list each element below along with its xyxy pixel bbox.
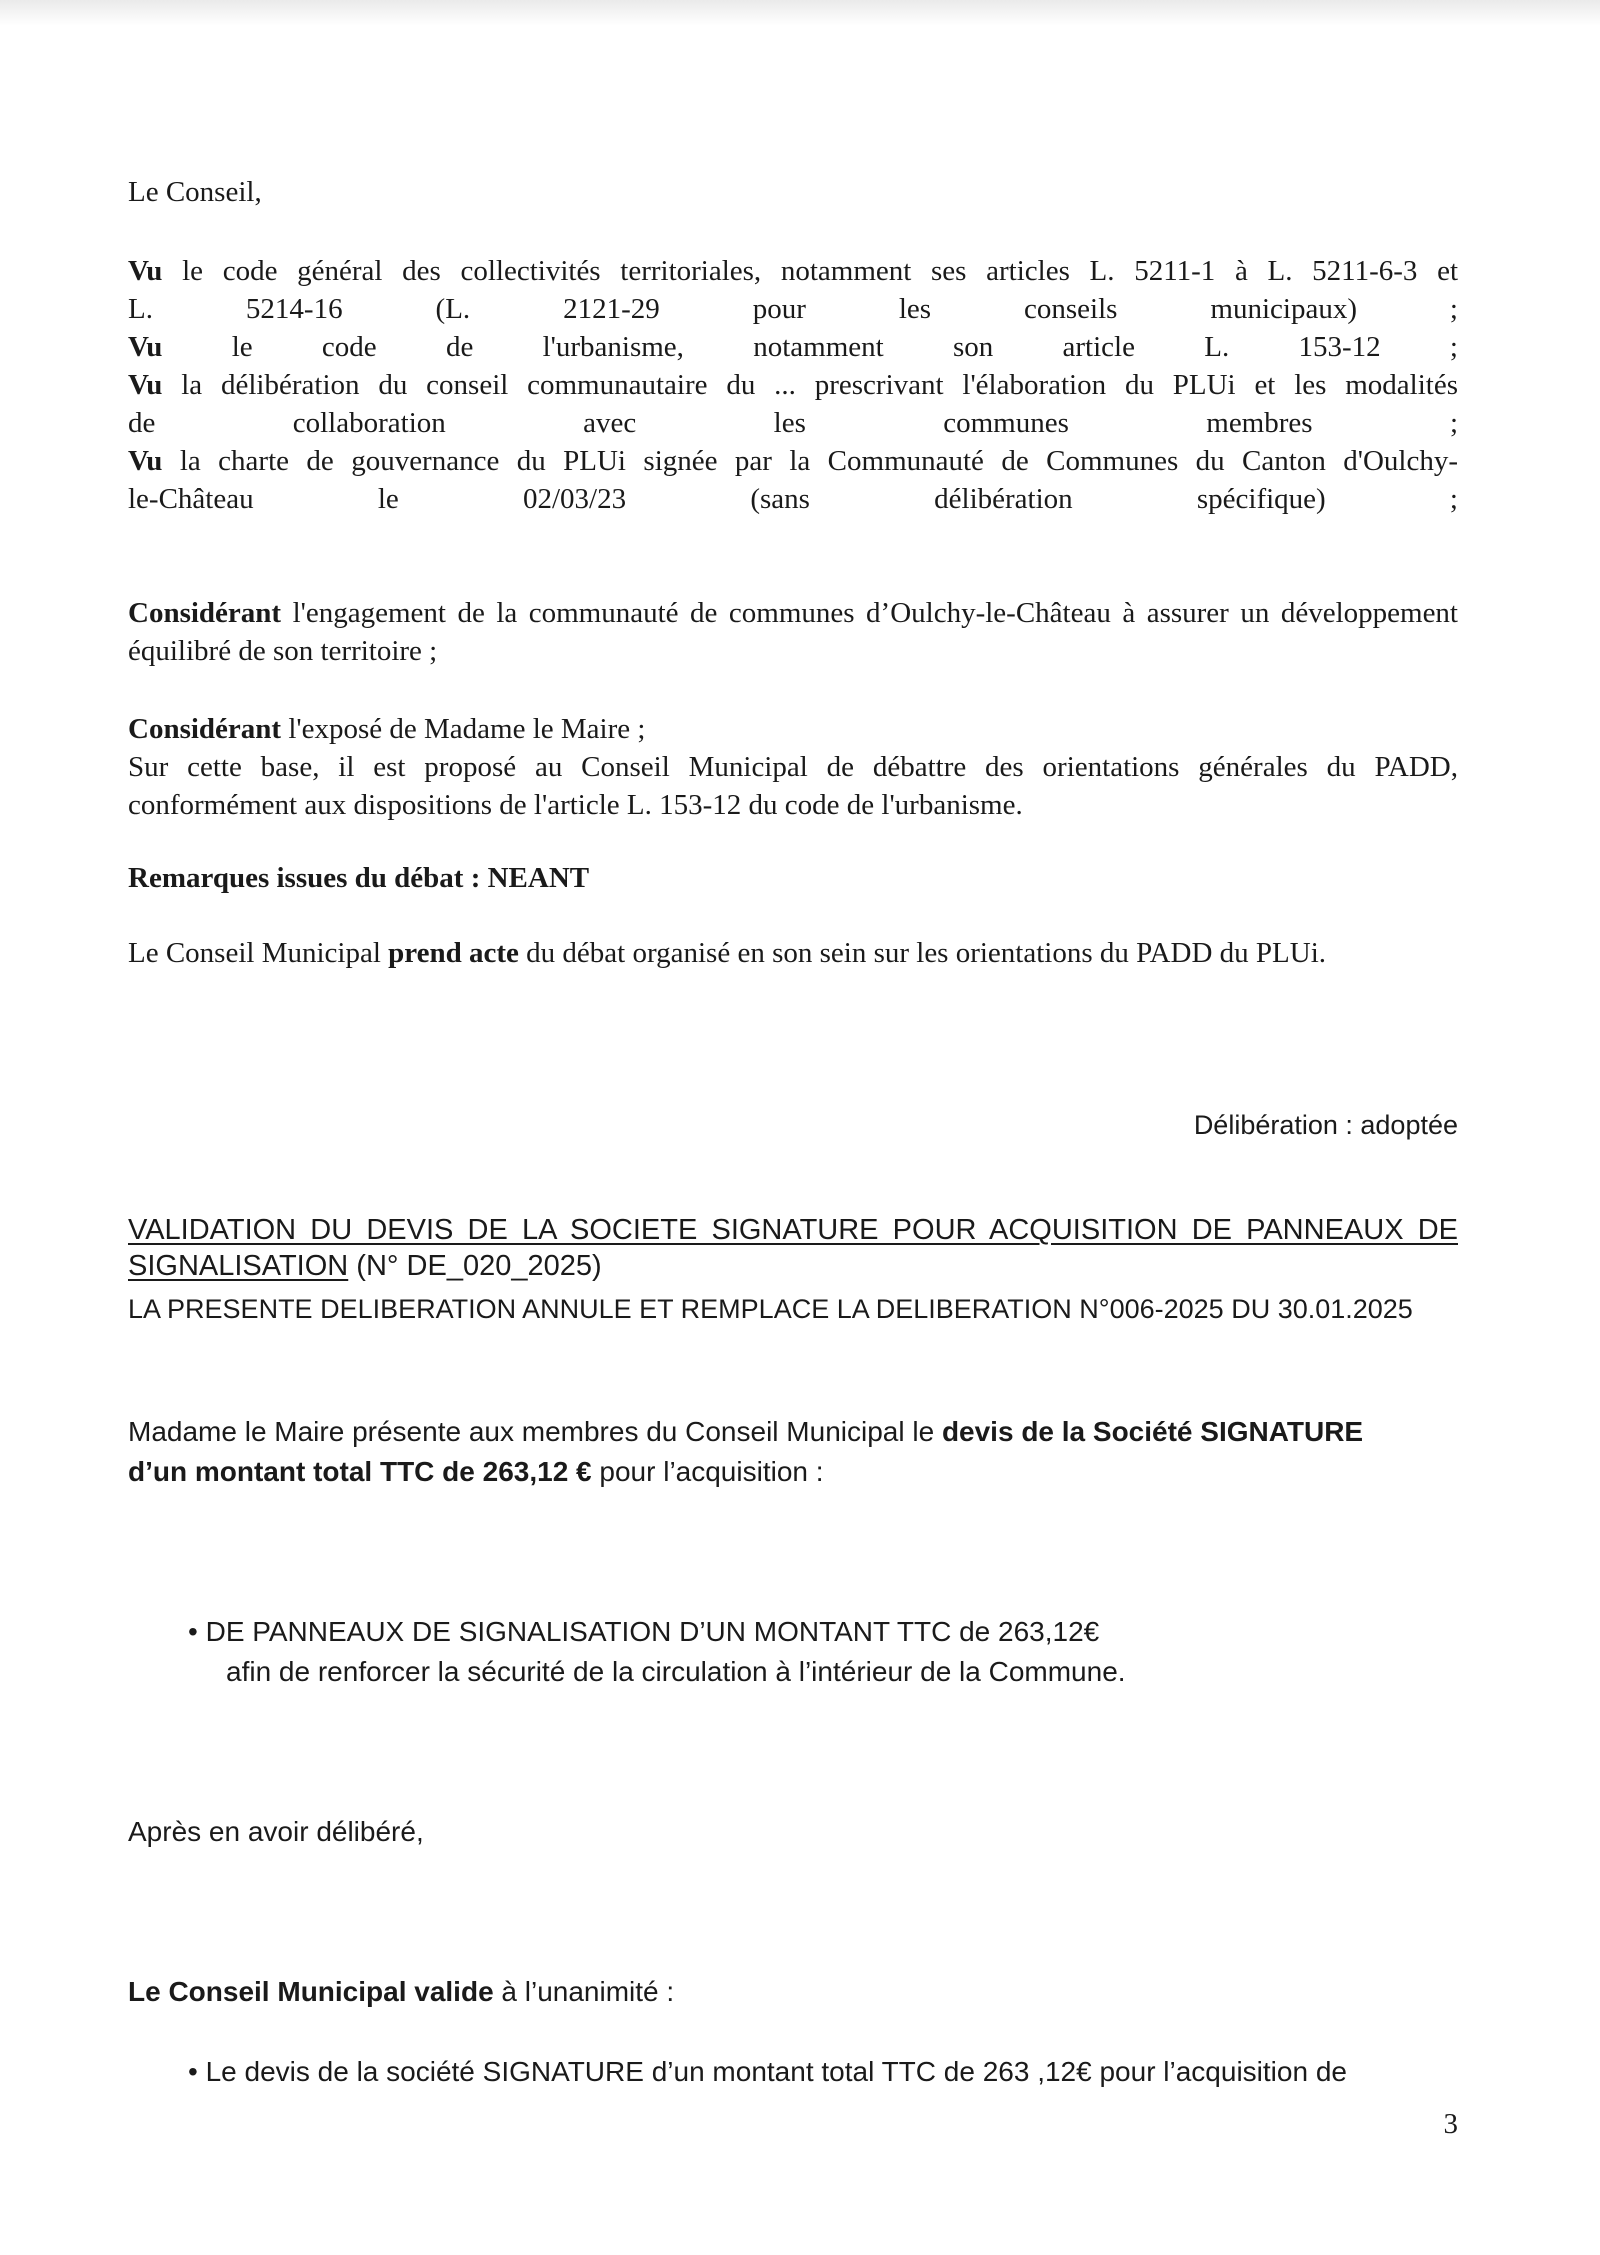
- after-deliberation: Après en avoir délibéré,: [128, 1816, 424, 1847]
- remarks-heading: Remarques issues du débat : NEANT: [128, 862, 590, 894]
- vu-clause-2: Vu le code de l'urbanisme, notamment son article L. 153-12 ;: [128, 331, 1458, 363]
- vu-clause-3: Vu la délibération du conseil communautaire du ... prescrivant l'élaboration du PLUi et les modalités de collaboration avec les communes membres ;: [128, 369, 1458, 439]
- considerant-paragraph-2: Considérant l'exposé de Madame le Maire ;: [128, 713, 646, 745]
- scan-edge-shadow: [0, 0, 1600, 26]
- vu-keyword: Vu: [128, 331, 163, 363]
- vu-clause-4: Vu la charte de gouvernance du PLUi signée par la Communauté de Communes du Canton d'Oulchy- le-Château le 02/03/23 (sans délibération spécifique) ;: [128, 445, 1458, 515]
- list-item-continuation: afin de renforcer la sécurité de la circulation à l’intérieur de la Commune.: [226, 1656, 1126, 1687]
- intro-line2: d’un montant total TTC de 263,12 € pour l’acquisition :: [128, 1456, 824, 1487]
- page-number: 3: [1443, 2108, 1458, 2140]
- section-subheading: LA PRESENTE DELIBERATION ANNULE ET REMPLACE LA DELIBERATION N°006-2025 DU 30.01.2025: [128, 1294, 1413, 1324]
- vu-clause-1: Vu le code général des collectivités territoriales, notamment ses articles L. 5211-1 à L. 5211-6-3 et L. 5214-16 (L. 2121-29 pour les conseils municipaux) ;: [128, 255, 1458, 325]
- deliberation-status: Délibération : adoptée: [1193, 1110, 1458, 1140]
- bullet-icon: •: [188, 1616, 198, 1647]
- underlined-word: SIGNALISATION: [128, 1250, 349, 1282]
- vu-keyword: Vu: [128, 445, 163, 477]
- greeting: Le Conseil,: [128, 176, 262, 208]
- section-heading-line2: SIGNALISATION (N° DE_020_2025): [128, 1250, 602, 1282]
- intro-line1: Madame le Maire présente aux membres du Conseil Municipal le devis de la Société SIGNATURE: [128, 1416, 1364, 1447]
- list-item: • DE PANNEAUX DE SIGNALISATION D’UN MONTANT TTC de 263,12€: [188, 1616, 1100, 1647]
- bullet-icon: •: [188, 2056, 198, 2087]
- list-item: • Le devis de la société SIGNATURE d’un montant total TTC de 263 ,12€ pour l’acquisition de: [188, 2056, 1347, 2087]
- acte-paragraph: Le Conseil Municipal prend acte du débat organisé en son sein sur les orientations du PADD du PLUi.: [128, 937, 1327, 969]
- section-heading-line1: VALIDATION DU DEVIS DE LA SOCIETE SIGNATURE POUR ACQUISITION DE PANNEAUX DE: [128, 1214, 1458, 1246]
- vu-keyword: Vu: [128, 255, 163, 287]
- proposal-paragraph: Sur cette base, il est proposé au Conseil Municipal de débattre des orientations générales du PADD, conformément aux dispositions de l'article L. 153-12 du code de l'urbanisme.: [128, 751, 1458, 821]
- considerant-paragraph-1: Considérant l'engagement de la communauté de communes d’Oulchy-le-Château à assurer un développement équilibré de son territoire ;: [128, 597, 1458, 667]
- validation-line: Le Conseil Municipal valide à l’unanimité :: [128, 1976, 675, 2007]
- vu-keyword: Vu: [128, 369, 163, 401]
